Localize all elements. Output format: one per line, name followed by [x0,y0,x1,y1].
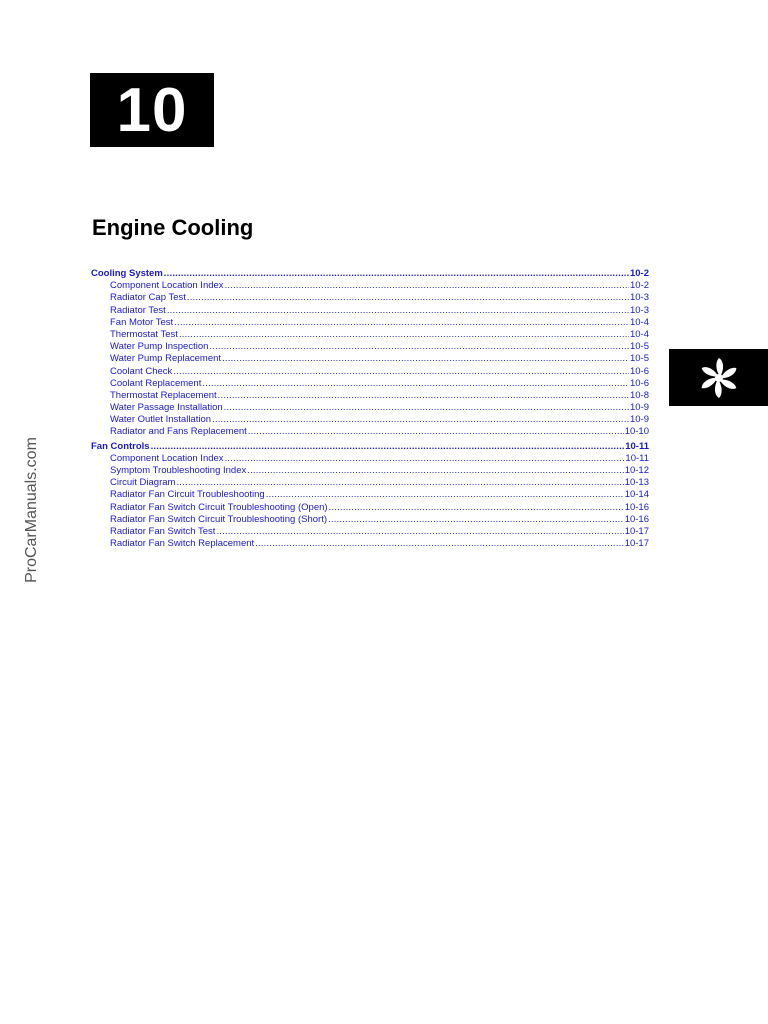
toc-item[interactable] [91,378,649,390]
toc-item-page: 10-6 [629,377,649,389]
toc-section-label: Cooling System [91,268,163,279]
toc-leader [187,292,629,304]
toc-item-page: 10-3 [629,292,649,304]
toc-item[interactable] [91,341,649,353]
chapter-number-box [90,73,214,147]
table-of-contents [91,268,649,550]
toc-item[interactable] [91,426,649,438]
toc-leader [212,414,629,426]
toc-item-label: Radiator Fan Switch Replacement [110,538,255,550]
toc-leader [328,514,624,526]
toc-item-label: Radiator Fan Switch Test [110,525,216,537]
toc-item-page: 10-11 [625,452,649,464]
toc-item-page: 10-5 [629,353,649,365]
toc-item-page: 10-17 [624,525,649,537]
toc-item-label: Fan Motor Test [110,316,174,328]
toc-item-label: Radiator Fan Switch Circuit Troubleshooting (Open) [110,501,328,513]
toc-item[interactable] [91,465,649,477]
toc-item-page: 10-4 [629,316,649,328]
toc-item[interactable] [91,366,649,378]
toc-item-page: 10-8 [629,389,649,401]
toc-item-label: Radiator Cap Test [110,292,186,304]
toc-leader [173,366,629,378]
toc-item-label: Radiator and Fans Replacement [110,426,247,438]
toc-leader [179,329,629,341]
toc-item-label: Water Passage Installation [110,402,223,414]
toc-section-page: 10-11 [625,440,649,452]
toc-item[interactable] [91,292,649,304]
toc-item-page: 10-13 [624,477,649,489]
toc-item-label: Water Outlet Installation [110,414,212,426]
toc-item-page: 10-10 [624,426,649,438]
toc-item[interactable] [91,538,649,550]
toc-item[interactable] [91,317,649,329]
toc-leader [202,378,629,390]
toc-leader [225,453,625,465]
toc-leader [218,390,629,402]
toc-leader [222,353,629,365]
toc-item-label: Coolant Replacement [110,377,202,389]
toc-leader [225,280,629,292]
toc-item[interactable] [91,526,649,538]
toc-item[interactable] [91,329,649,341]
toc-item-label: Coolant Check [110,365,173,377]
toc-leader [174,317,629,329]
toc-item-page: 10-4 [629,328,649,340]
toc-item-page: 10-2 [629,280,649,292]
toc-item[interactable] [91,514,649,526]
toc-item-page: 10-16 [624,501,649,513]
toc-leader [216,526,623,538]
toc-leader [224,402,629,414]
toc-item-page: 10-5 [629,341,649,353]
toc-item-label: Radiator Fan Circuit Troubleshooting [110,489,265,501]
toc-item-label: Thermostat Replacement [110,389,217,401]
toc-leader [209,341,629,353]
chapter-number: 10 [116,75,188,145]
toc-item-page: 10-12 [624,465,649,476]
toc-leader [329,502,624,514]
fan-icon [697,356,741,400]
toc-section-page: 10-2 [629,268,649,279]
toc-item-label: Component Location Index [110,280,224,292]
toc-item[interactable] [91,353,649,365]
toc-leader [247,465,623,477]
toc-item-label: Thermostat Test [110,328,178,340]
toc-section[interactable] [91,268,649,280]
toc-item[interactable] [91,489,649,501]
toc-item[interactable] [91,477,649,489]
toc-item-page: 10-9 [629,414,649,426]
page-title: Engine Cooling [92,215,254,240]
toc-item[interactable] [91,280,649,292]
toc-leader [266,489,624,501]
toc-item[interactable] [91,390,649,402]
toc-item-page: 10-3 [629,304,649,316]
toc-item[interactable] [91,502,649,514]
toc-item-label: Symptom Troubleshooting Index [110,465,247,476]
watermark: ProCarManuals.com [23,437,40,583]
toc-item-label: Water Pump Replacement [110,353,222,365]
toc-item-page: 10-16 [624,513,649,525]
toc-item[interactable] [91,453,649,465]
toc-leader [176,477,623,489]
toc-item-page: 10-17 [624,538,649,550]
toc-item-label: Radiator Test [110,304,166,316]
toc-item-label: Radiator Fan Switch Circuit Troubleshooting (Short) [110,513,328,525]
toc-item[interactable] [91,402,649,414]
toc-item-label: Component Location Index [110,452,224,464]
toc-section[interactable] [91,441,649,453]
section-tab [669,349,768,406]
toc-section-label: Fan Controls [91,440,150,452]
toc-item[interactable] [91,305,649,317]
toc-item-label: Circuit Diagram [110,477,176,489]
toc-item-label: Water Pump Inspection [110,341,209,353]
toc-item-page: 10-14 [624,489,649,501]
toc-item-page: 10-9 [629,402,649,414]
toc-leader [164,268,629,280]
toc-leader [255,538,624,550]
toc-leader [248,426,624,438]
toc-item[interactable] [91,414,649,426]
toc-leader [167,305,629,317]
toc-leader [151,441,625,453]
toc-item-page: 10-6 [629,365,649,377]
